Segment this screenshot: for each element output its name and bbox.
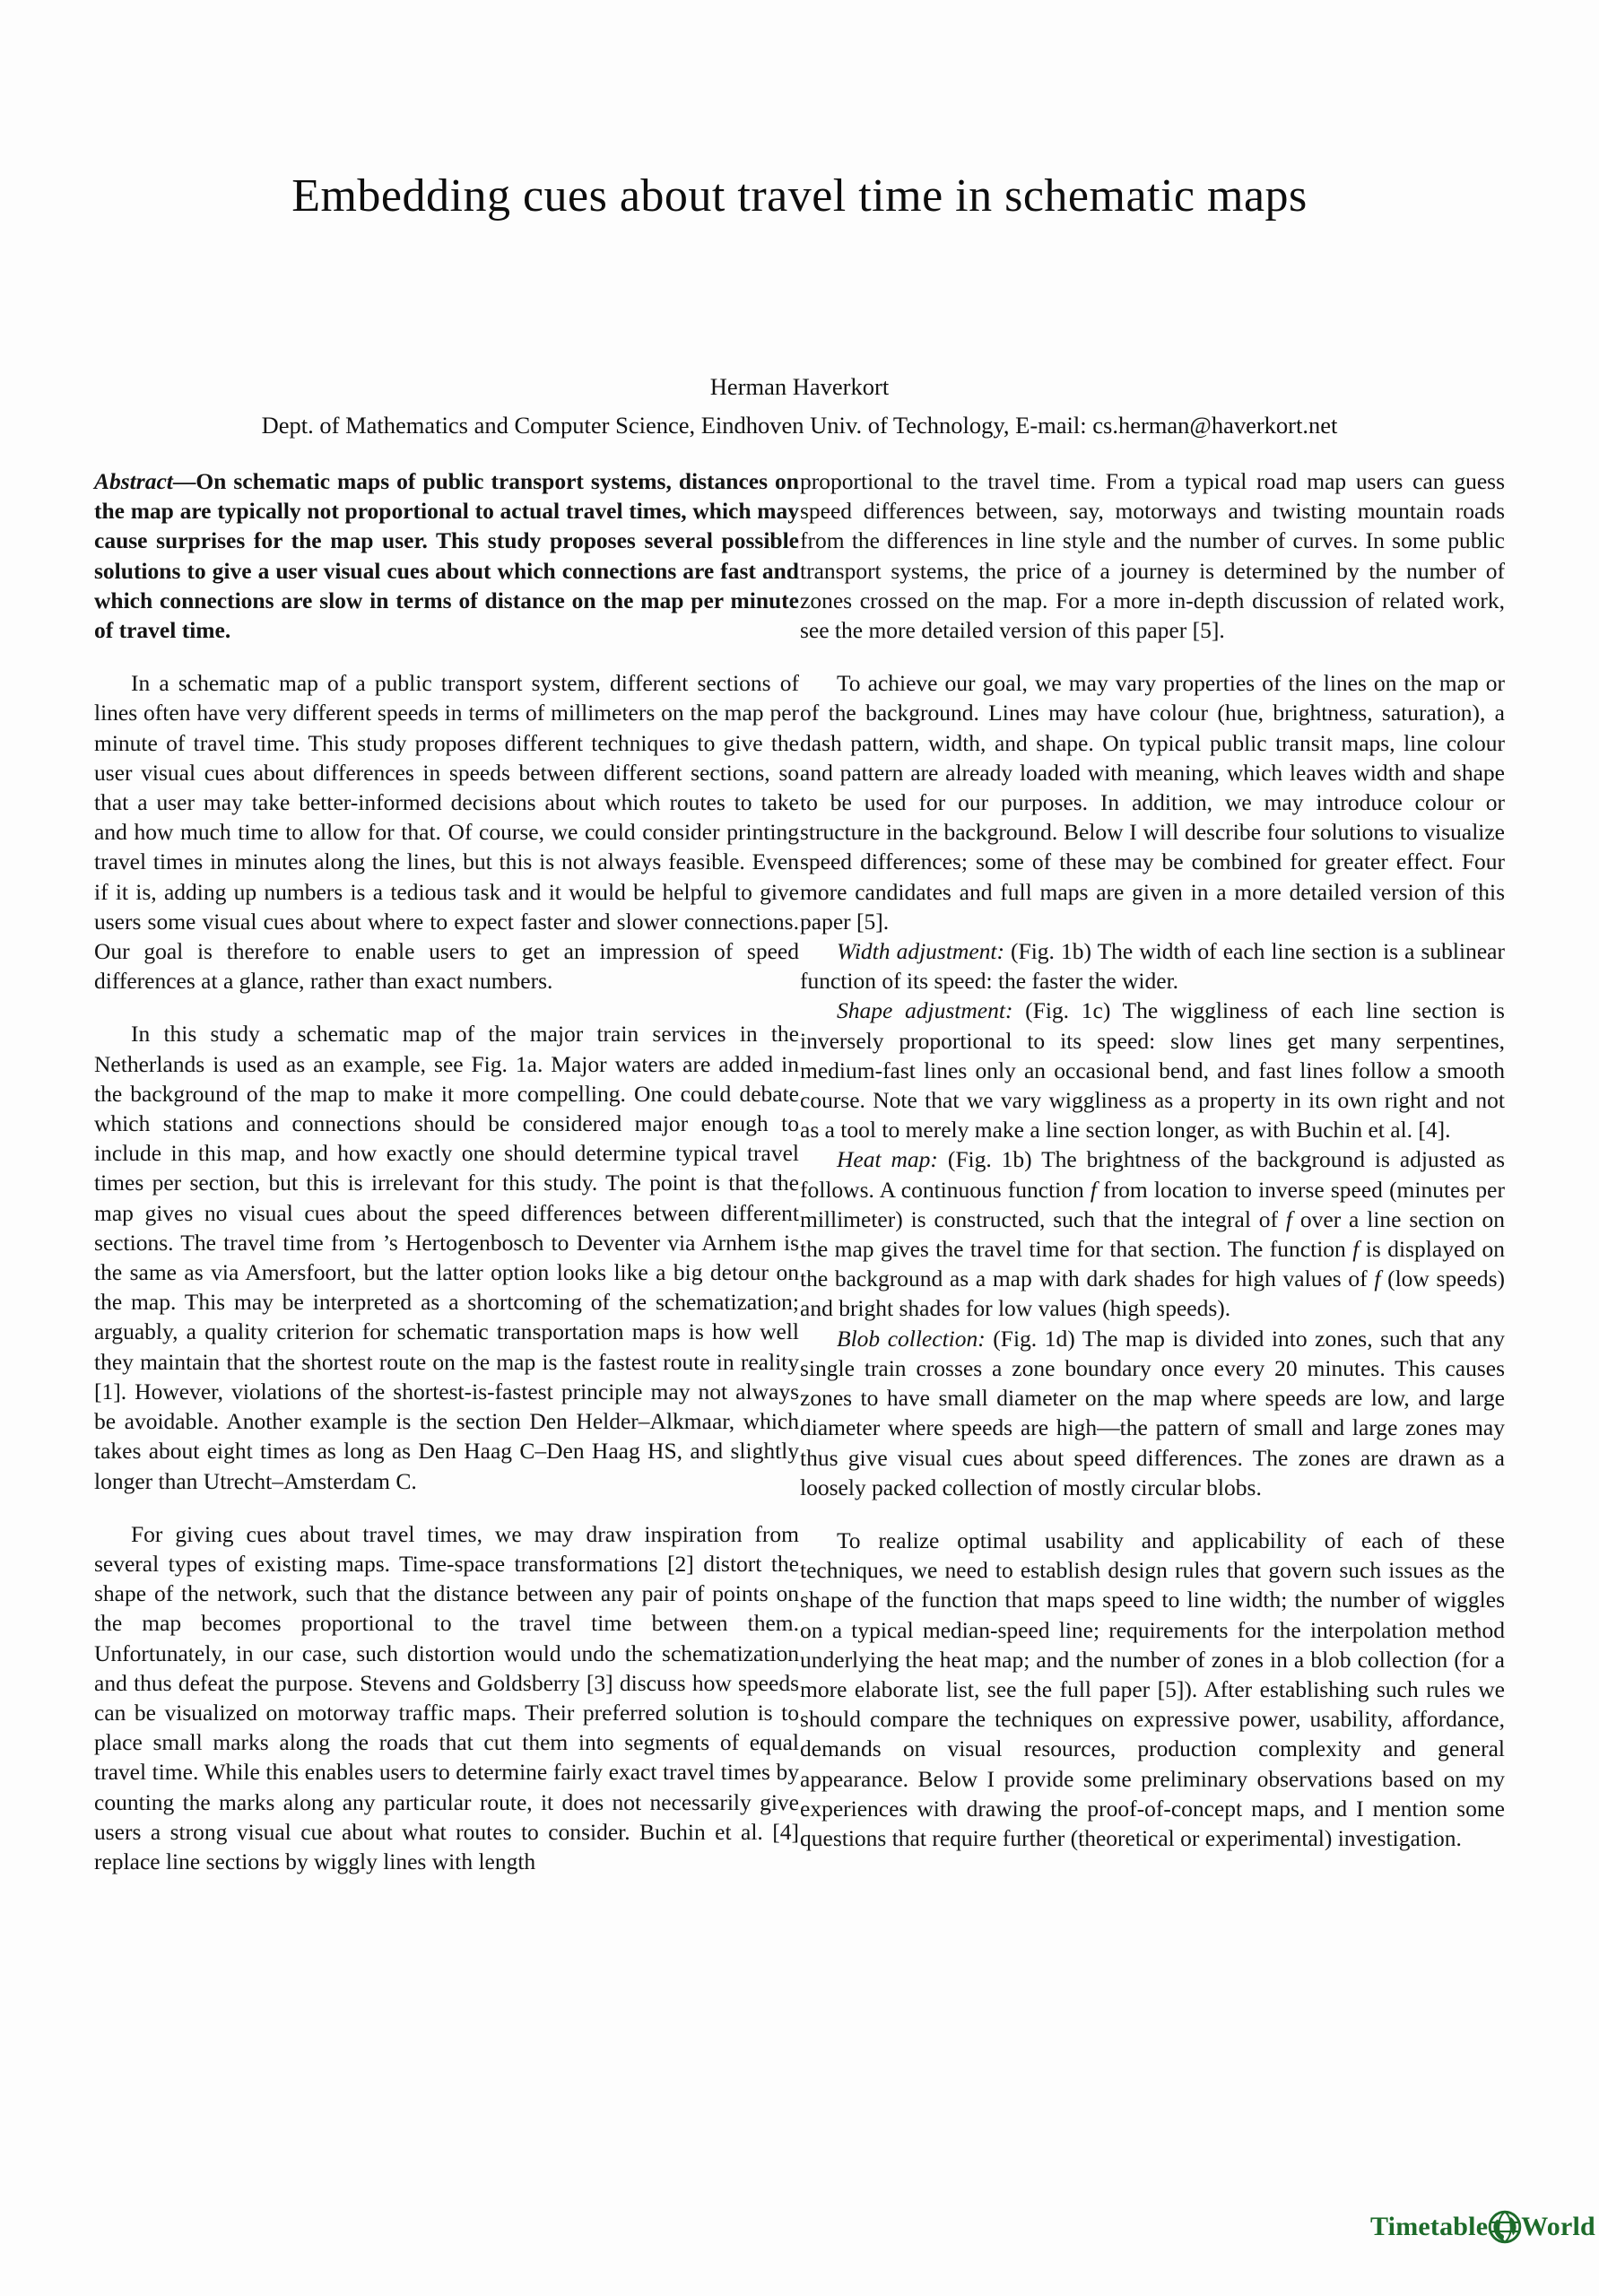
paragraph: For giving cues about travel times, we may draw inspiration from several types of existing maps. Time-space transformations [2] distort the shape of the network, such that the distance between any pair of points on the map becomes proportional to the travel time between them. Unfortunately, in our case, such distortion would undo the schematization and thus defeat the purpose. Stevens and Goldsberry [3] discuss how speeds can be visualized on motorway traffic maps. Their preferred solution is to place small marks along the roads that cut them into segments of equal travel time. While this enables users to determine fairly exact travel times by counting the marks along any particular route, it does not necessarily give users a strong visual cue about what routes to consider. Buchin et al. [4] replace line sections by wiggly lines with length — [94, 1520, 799, 1874]
technique-shape-adjustment — [800, 996, 1505, 1144]
technique-blob-collection — [800, 1324, 1505, 1502]
technique-label: Shape adjustment: — [837, 997, 1013, 1024]
technique-body: (low speeds) and bright shades for low values (high speeds). — [800, 1265, 1505, 1322]
logo-word-timetable: Timetable — [1370, 2212, 1489, 2241]
globe-icon — [1486, 2208, 1524, 2246]
author-affiliation: Dept. of Mathematics and Computer Science, Eindhoven Univ. of Technology, E-mail: cs.herman@haverkort.net — [261, 411, 1338, 439]
abstract-text: On schematic maps of public transport systems, distances on the map are typically not proportional to actual travel times, which may cause surprises for the map user. This study proposes several possible solutions to give a user visual cues about which connections are fast and which connections are slow in terms of distance on the map per minute of travel time. — [94, 468, 799, 644]
page-title: Embedding cues about travel time in schematic maps — [291, 170, 1308, 222]
paragraph: To achieve our goal, we may vary properties of the lines on the map or of the background. Lines may have colour (hue, brightness, saturation), a dash pattern, width, and shape. On typical public transit maps, line colour and pattern are already loaded with meaning, which leaves width and shape to be used for our purposes. In addition, we may introduce colour or structure in the background. Below I will describe four solutions to visualize speed differences; some of these may be combined for greater effect. Four more candidates and full maps are given in a more detailed version of this paper [5]. — [800, 670, 1505, 935]
math-variable-f: f — [1352, 1236, 1360, 1263]
logo-word-world: World — [1521, 2212, 1595, 2241]
paragraph: In a schematic map of a public transport system, different sections of lines often have very different speeds in terms of millimeters on the map per minute of travel time. This study proposes different techniques to give the user visual cues about differences in speeds between different sections, so that a user may take better-informed decisions about which routes to take and how much time to allow for that. Of course, we could consider printing travel times in minutes along the lines, but this is not always feasible. Even if it is, adding up numbers is a tedious task and it would be helpful to give users some visual cues about where to expect faster and slower connections. Our goal is therefore to enable users to get an impression of speed differences at a glance, rather than exact numbers. — [94, 670, 799, 995]
paragraph: proportional to the travel time. From a typical road map users can guess speed differences between, say, motorways and twisting mountain roads from the differences in line style and the number of curves. In some public transport systems, the price of a journey is determined by the number of zones crossed on the map. For a more in-depth discussion of related work, see the more detailed version of this paper [5]. — [800, 468, 1505, 644]
technique-body: (Fig. 1b) The brightness of the background is adjusted as follows. A continuous function — [800, 1146, 1505, 1203]
math-variable-f: f — [1090, 1176, 1098, 1203]
author-name: Herman Haverkort — [709, 373, 890, 400]
technique-body: (Fig. 1b) The width of each line section is a sublinear function of its speed: the faster the wider. — [800, 938, 1505, 995]
math-variable-f: f — [1374, 1265, 1381, 1292]
timetable-world-logo[interactable] — [1370, 2208, 1595, 2246]
technique-label: Blob collection: — [837, 1325, 986, 1352]
abstract-label: Abstract — [94, 468, 173, 494]
abstract-dash: — — [172, 468, 196, 494]
author-block — [94, 371, 1505, 442]
technique-body: over a line section on the map gives the travel time for that section. The function — [800, 1205, 1505, 1263]
paragraph: In this study a schematic map of the major train services in the Netherlands is used as an example, see Fig. 1a. Major waters are added in the background of the map to make it more compelling. One could debate which stations and connections should be considered major enough to include in this map, and how exactly one should determine typical travel times per section, but this is irrelevant for this study. The point is that the map gives no visual cues about the speed differences between different sections. The travel time from ’s Hertogenbosch to Deventer via Arnhem is the same as via Amersfoort, but the latter option looks like a big detour on the map. This may be interpreted as a shortcoming of the schematization; arguably, a quality criterion for schematic transportation maps is how well they maintain that the shortest route on the map is the fastest route in reality [1]. However, violations of the shortest-is-fastest principle may not always be avoidable. Another example is the section Den Helder–Alkmaar, which takes about eight times as long as Den Haag C–Den Haag HS, and slightly longer than Utrecht–Amsterdam C. — [94, 1021, 799, 1494]
technique-heat-map — [800, 1144, 1505, 1323]
paragraph: To realize optimal usability and applicability of each of these techniques, we need to establish design rules that govern such issues as the shape of the function that maps speed to line width; the number of wiggles on a typical median-speed line; requirements for the interpolation method underlying the heat map; and the number of zones in a blob collection (for a more elaborate list, see the full paper [5]). After establishing such rules we should compare the techniques on expressive power, usability, affordance, demands on visual resources, production complexity and general appearance. Below I provide some preliminary observations based on my experiences with drawing the proof-of-concept maps, and I mention some questions that require further (theoretical or experimental) investigation. — [800, 1526, 1505, 1851]
technique-label: Heat map: — [837, 1146, 938, 1173]
technique-body: is displayed on the background as a map with dark shades for high values of — [800, 1236, 1505, 1292]
math-variable-f: f — [1285, 1205, 1292, 1232]
body-columns — [94, 466, 1505, 2072]
right-column — [800, 466, 1505, 1853]
abstract-paragraph — [94, 466, 799, 645]
technique-width-adjustment — [800, 936, 1505, 996]
left-column — [94, 466, 799, 1876]
technique-body: (Fig. 1d) The map is divided into zones, such that any single train crosses a zone boundary once every 20 minutes. This causes zones to have small diameter on the map where speeds are low, and large diameter where speeds are high—the pattern of small and large zones may thus give visual cues about speed differences. The zones are drawn as a loosely packed collection of mostly circular blobs. — [800, 1325, 1505, 1500]
technique-label: Width adjustment: — [837, 938, 1004, 965]
technique-body: from location to inverse speed (minutes per millimeter) is constructed, such that the integral of — [800, 1176, 1505, 1232]
title-block — [94, 172, 1505, 222]
technique-body: (Fig. 1c) The wiggliness of each line section is inversely proportional to its speed: slow lines get many serpentines, medium-fast lines only an occasional bend, and fast lines follow a smooth course. Note that we vary wiggliness as a property in its own right and not as a tool to merely make a line section longer, as with Buchin et al. [4]. — [800, 997, 1505, 1144]
